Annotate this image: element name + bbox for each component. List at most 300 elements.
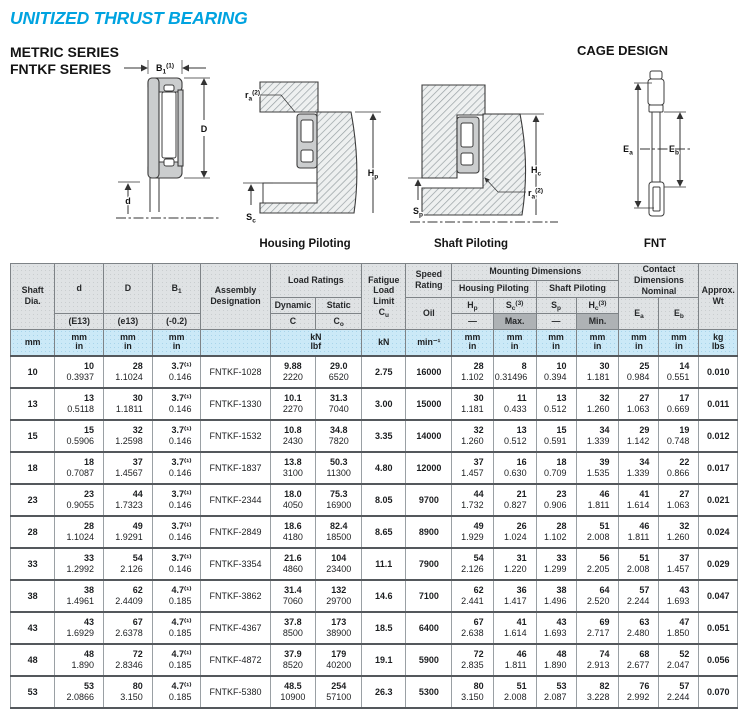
value-bottom: 0.5118 <box>67 403 95 414</box>
value-bottom: 0.185 <box>168 595 192 606</box>
cell-d <box>55 644 104 676</box>
value-top: 18.0 <box>284 489 302 500</box>
value-bottom: 1.2992 <box>66 563 95 574</box>
needle-roller <box>162 92 176 158</box>
value-bottom: 1.260 <box>461 435 484 446</box>
cell-D <box>104 452 153 484</box>
cell-sc <box>493 452 536 484</box>
cell-stat <box>316 612 362 644</box>
value-top: 48 <box>84 649 95 660</box>
value-top: 68 <box>639 649 650 660</box>
cell-hc <box>576 388 619 420</box>
tolerance-d: (E13) <box>55 313 104 329</box>
table-row <box>11 420 738 452</box>
cell-b1 <box>152 484 201 516</box>
cell-speed: 12000 <box>406 452 452 484</box>
cell-speed: 14000 <box>406 420 452 452</box>
value-bottom: 1.811 <box>627 531 650 542</box>
value-top: 173 <box>331 617 347 628</box>
value-top: 10 <box>84 361 95 372</box>
value-bottom: 1.693 <box>666 595 690 606</box>
cell-d <box>55 356 104 388</box>
cell-sc <box>493 356 536 388</box>
cell-b1 <box>152 388 201 420</box>
value-top: 19 <box>679 425 690 436</box>
col-header-eb: $E_b$ <box>659 297 699 329</box>
col-header-hc: $H_c^{(3)}$ <box>576 297 619 313</box>
dim-label-b1: $B_1^{(1)}$ <box>155 62 175 76</box>
value-bottom: 0.827 <box>504 499 527 510</box>
value-bottom: 3.150 <box>461 691 484 702</box>
value-top: 11 <box>517 393 527 404</box>
cell-eb <box>659 548 699 580</box>
cell-hc <box>576 420 619 452</box>
unit-shaft: mm <box>11 329 55 356</box>
col-header-sc: $S_c^{(3)}$ <box>493 297 536 313</box>
value-top: 53 <box>84 681 95 692</box>
table-row <box>11 580 738 612</box>
value-bottom: 1.220 <box>504 563 527 574</box>
unit-wt: kg lbs <box>699 329 738 356</box>
cell-hp <box>452 644 493 676</box>
value-bottom: 4860 <box>282 563 303 574</box>
value-top: 4.7⁽¹⁾ <box>171 585 192 596</box>
value-bottom: 0.146 <box>168 467 192 478</box>
cell-D <box>104 356 153 388</box>
value-bottom: 2.441 <box>461 595 484 606</box>
unit-sp: mm in <box>536 329 576 356</box>
value-bottom: 2.992 <box>626 691 650 702</box>
value-top: 41 <box>639 489 650 500</box>
value-top: 22 <box>679 457 690 468</box>
cell-d <box>55 484 104 516</box>
col-header-housing-piloting: Housing Piloting <box>452 280 536 297</box>
table-row <box>11 548 738 580</box>
value-bottom: 2.520 <box>586 595 610 606</box>
value-top: 10.8 <box>284 425 302 436</box>
table-row <box>11 516 738 548</box>
value-top: 29 <box>639 425 650 436</box>
cell-eb <box>659 612 699 644</box>
value-bottom: 0.31496 <box>494 371 528 382</box>
cell-ea <box>619 548 659 580</box>
unit-ea: mm in <box>619 329 659 356</box>
value-bottom: 2.717 <box>586 627 610 638</box>
value-top: 32 <box>679 521 690 532</box>
fnt-caption: FNT <box>643 238 667 250</box>
cell-d <box>55 420 104 452</box>
value-bottom: 3.228 <box>586 691 610 702</box>
value-bottom: 0.394 <box>544 371 567 382</box>
value-bottom: 0.185 <box>168 659 192 670</box>
cell-cu: 2.75 <box>362 356 406 388</box>
value-top: 46 <box>599 489 610 500</box>
value-bottom: 0.551 <box>666 371 690 382</box>
value-top: 104 <box>331 553 347 564</box>
cell-dyn <box>270 516 316 548</box>
hp-dash: — <box>452 313 493 329</box>
value-top: 15 <box>556 425 567 436</box>
cell-dyn <box>270 452 316 484</box>
col-header-d: d <box>55 264 104 314</box>
cell-stat <box>316 676 362 708</box>
value-bottom: 7820 <box>328 435 349 446</box>
value-top: 82.4 <box>329 521 348 532</box>
cell-dyn <box>270 548 316 580</box>
value-bottom: 8500 <box>282 627 303 638</box>
cage-design-heading: CAGE DESIGN <box>577 43 669 58</box>
value-top: 38 <box>556 585 567 596</box>
value-bottom: 2.677 <box>626 659 650 670</box>
cell-desig: FNTKF-5380 <box>201 676 270 708</box>
value-bottom: 1.890 <box>544 659 567 670</box>
col-header-D: D <box>104 264 153 314</box>
cell-desig: FNTKF-2849 <box>201 516 270 548</box>
value-top: 51 <box>639 553 650 564</box>
value-top: 37.8 <box>284 617 302 628</box>
cell-desig: FNTKF-1532 <box>201 420 270 452</box>
cell-sp <box>536 548 576 580</box>
value-top: 62 <box>473 585 484 596</box>
value-top: 3.7⁽¹⁾ <box>171 489 192 500</box>
value-bottom: 2.244 <box>626 595 650 606</box>
value-top: 57 <box>639 585 650 596</box>
cell-eb <box>659 580 699 612</box>
cell-d <box>55 388 104 420</box>
cell-cu: 11.1 <box>362 548 406 580</box>
value-top: 69 <box>599 617 610 628</box>
cell-dyn <box>270 420 316 452</box>
cell-hc <box>576 516 619 548</box>
sp-dash: — <box>536 313 576 329</box>
cell-wt: 0.047 <box>699 580 738 612</box>
value-bottom: 18500 <box>326 531 352 542</box>
cell-hc <box>576 580 619 612</box>
value-bottom: 1.181 <box>461 403 484 414</box>
tolerance-D: (e13) <box>104 313 153 329</box>
cell-wt: 0.012 <box>699 420 738 452</box>
value-top: 26 <box>516 521 527 532</box>
table-row <box>11 388 738 420</box>
value-top: 37 <box>679 553 690 564</box>
value-top: 50.3 <box>329 457 348 468</box>
value-bottom: 0.9055 <box>66 499 95 510</box>
value-top: 49 <box>132 521 143 532</box>
col-header-c: C <box>270 313 316 329</box>
col-header-assembly: Assembly Designation <box>201 264 270 330</box>
value-bottom: 2.047 <box>666 659 690 670</box>
bearing-cup <box>148 78 183 212</box>
value-bottom: 1.9291 <box>115 531 143 542</box>
cell-sc <box>493 676 536 708</box>
dim-label-sc: $S_c$ <box>246 212 256 225</box>
value-bottom: 2220 <box>282 371 303 382</box>
cell-stat <box>316 388 362 420</box>
value-bottom: 1.417 <box>504 595 527 606</box>
value-bottom: 1.063 <box>666 499 690 510</box>
dim-label-ea: $E_a$ <box>623 144 633 157</box>
dim-label-sp: $S_p$ <box>413 206 423 219</box>
value-top: 41 <box>516 617 527 628</box>
value-top: 39 <box>599 457 610 468</box>
cell-desig: FNTKF-4367 <box>201 612 270 644</box>
dimension-b1 <box>124 60 206 76</box>
cell-sp <box>536 676 576 708</box>
cell-dyn <box>270 676 316 708</box>
value-bottom: 1.811 <box>504 659 527 670</box>
value-bottom: 1.024 <box>504 531 527 542</box>
value-bottom: 0.5906 <box>66 435 95 446</box>
value-top: 72 <box>132 649 143 660</box>
value-top: 25 <box>639 361 650 372</box>
dimension-eb <box>664 112 686 187</box>
series-line-metric: METRIC SERIES <box>10 44 119 60</box>
cell-hc <box>576 548 619 580</box>
housing-piloting-caption: Housing Piloting <box>259 238 351 250</box>
value-bottom: 2.205 <box>586 563 610 574</box>
cell-speed: 16000 <box>406 356 452 388</box>
value-bottom: 2.4409 <box>115 595 143 606</box>
value-top: 34 <box>599 425 610 436</box>
cell-d <box>55 580 104 612</box>
value-bottom: 38900 <box>326 627 352 638</box>
col-header-mounting: Mounting Dimensions <box>452 264 619 281</box>
shaft-piloting-caption: Shaft Piloting <box>433 238 509 250</box>
cell-ea <box>619 388 659 420</box>
value-bottom: 0.185 <box>168 691 192 702</box>
value-top: 67 <box>132 617 143 628</box>
value-top: 43 <box>556 617 567 628</box>
value-bottom: 2.008 <box>626 563 650 574</box>
cell-b1 <box>152 580 201 612</box>
page-title: UNITIZED THRUST BEARING <box>10 8 248 28</box>
value-bottom: 1.1024 <box>115 371 143 382</box>
value-top: 48 <box>556 649 567 660</box>
value-bottom: 2.087 <box>544 691 567 702</box>
cell-shaft: 53 <box>11 676 55 708</box>
value-bottom: 2.6378 <box>115 627 143 638</box>
cell-hc <box>576 612 619 644</box>
value-bottom: 1.260 <box>666 531 690 542</box>
value-top: 46 <box>639 521 650 532</box>
value-top: 28 <box>132 361 143 372</box>
cell-speed: 15000 <box>406 388 452 420</box>
value-top: 33 <box>84 553 95 564</box>
cell-dyn <box>270 644 316 676</box>
dimension-hp <box>355 112 381 213</box>
value-top: 23 <box>556 489 567 500</box>
value-top: 32 <box>473 425 484 436</box>
value-top: 31.3 <box>329 393 348 404</box>
col-header-load-ratings: Load Ratings <box>270 264 362 298</box>
cell-d <box>55 452 104 484</box>
cell-d <box>55 548 104 580</box>
cell-sp <box>536 612 576 644</box>
table-row <box>11 612 738 644</box>
value-top: 3.7⁽¹⁾ <box>171 553 192 564</box>
cell-sc <box>493 484 536 516</box>
cell-hp <box>452 516 493 548</box>
value-top: 75.3 <box>329 489 348 500</box>
value-top: 27 <box>679 489 690 500</box>
unit-D: mm in <box>104 329 153 356</box>
value-top: 8 <box>521 361 527 372</box>
unit-fatigue: kN <box>362 329 406 356</box>
value-top: 3.7⁽¹⁾ <box>171 521 192 532</box>
cell-D <box>104 420 153 452</box>
value-top: 17 <box>679 393 690 404</box>
cell-sc <box>493 580 536 612</box>
value-top: 34 <box>639 457 650 468</box>
cell-b1 <box>152 452 201 484</box>
value-top: 10.1 <box>284 393 302 404</box>
cell-sc <box>493 388 536 420</box>
cell-sc <box>493 548 536 580</box>
value-top: 13 <box>84 393 95 404</box>
cell-desig: FNTKF-4872 <box>201 644 270 676</box>
cell-hp <box>452 580 493 612</box>
bearing-table <box>10 263 738 709</box>
col-header-contact: Contact Dimensions Nominal <box>619 264 699 298</box>
value-top: 57 <box>679 681 690 692</box>
value-top: 64 <box>599 585 610 596</box>
value-bottom: 0.748 <box>666 435 690 446</box>
value-top: 36 <box>516 585 527 596</box>
value-top: 82 <box>599 681 610 692</box>
cell-stat <box>316 452 362 484</box>
cell-sp <box>536 484 576 516</box>
cell-hp <box>452 388 493 420</box>
cell-b1 <box>152 356 201 388</box>
value-bottom: 0.906 <box>544 499 567 510</box>
value-bottom: 2.008 <box>504 691 527 702</box>
cage-fnt-diagram <box>598 62 743 224</box>
value-top: 37 <box>132 457 143 468</box>
bearing-section <box>297 114 317 168</box>
value-bottom: 4050 <box>282 499 303 510</box>
cell-hp <box>452 612 493 644</box>
cell-stat <box>316 356 362 388</box>
dim-label-ra: $r_a^{(2)}$ <box>245 89 261 103</box>
value-top: 3.7⁽¹⁾ <box>171 393 192 404</box>
value-top: 51 <box>599 521 610 532</box>
cell-eb <box>659 516 699 548</box>
value-bottom: 1.339 <box>586 435 610 446</box>
value-bottom: 1.1024 <box>66 531 95 542</box>
cell-eb <box>659 676 699 708</box>
value-bottom: 1.6929 <box>66 627 95 638</box>
table-row <box>11 356 738 388</box>
value-bottom: 3.150 <box>120 691 143 702</box>
value-top: 16 <box>516 457 527 468</box>
dim-label-hp: $H_p$ <box>367 168 379 181</box>
value-top: 30 <box>473 393 484 404</box>
value-top: 37.9 <box>284 649 302 660</box>
cell-shaft: 23 <box>11 484 55 516</box>
value-top: 30 <box>599 361 610 372</box>
value-top: 13 <box>516 425 527 436</box>
value-top: 10 <box>556 361 567 372</box>
cell-desig: FNTKF-3862 <box>201 580 270 612</box>
value-bottom: 2.126 <box>120 563 143 574</box>
unit-eb: mm in <box>659 329 699 356</box>
value-bottom: 0.433 <box>504 403 527 414</box>
cell-wt: 0.056 <box>699 644 738 676</box>
value-top: 54 <box>473 553 484 564</box>
value-bottom: 4180 <box>282 531 303 542</box>
value-bottom: 1.102 <box>461 371 484 382</box>
cell-shaft: 18 <box>11 452 55 484</box>
value-bottom: 1.693 <box>544 627 567 638</box>
value-bottom: 6520 <box>328 371 349 382</box>
cell-hc <box>576 644 619 676</box>
value-bottom: 0.185 <box>168 627 192 638</box>
value-top: 21.6 <box>284 553 302 564</box>
value-bottom: 2270 <box>282 403 303 414</box>
value-bottom: 16900 <box>326 499 352 510</box>
value-bottom: 40200 <box>326 659 352 670</box>
col-header-speed: Speed Rating <box>406 264 452 298</box>
cell-stat <box>316 420 362 452</box>
value-bottom: 1.811 <box>587 499 610 510</box>
cell-sp <box>536 644 576 676</box>
cell-cu: 3.35 <box>362 420 406 452</box>
value-bottom: 7060 <box>282 595 303 606</box>
unit-hp: mm in <box>452 329 493 356</box>
col-header-shaft-piloting: Shaft Piloting <box>536 280 619 297</box>
cell-eb <box>659 420 699 452</box>
value-top: 72 <box>473 649 484 660</box>
value-bottom: 0.591 <box>544 435 567 446</box>
value-bottom: 2.0866 <box>66 691 95 702</box>
cell-D <box>104 516 153 548</box>
cell-speed: 7100 <box>406 580 452 612</box>
unit-sc: mm in <box>493 329 536 356</box>
col-header-weight: Approx. Wt <box>699 264 738 330</box>
value-bottom: 0.146 <box>168 499 192 510</box>
cell-cu: 4.80 <box>362 452 406 484</box>
cell-wt: 0.010 <box>699 356 738 388</box>
tolerance-b1: (-0.2) <box>152 313 201 329</box>
value-bottom: 1.457 <box>666 563 690 574</box>
value-bottom: 1.614 <box>626 499 650 510</box>
cell-ea <box>619 484 659 516</box>
value-bottom: 1.2598 <box>115 435 143 446</box>
cell-ea <box>619 420 659 452</box>
value-bottom: 0.630 <box>504 467 527 478</box>
value-top: 43 <box>679 585 690 596</box>
dim-label-ra: $r_a^{(2)}$ <box>528 187 544 201</box>
hc-min: Min. <box>576 313 619 329</box>
unit-d: mm in <box>55 329 104 356</box>
value-top: 14 <box>679 361 690 372</box>
value-bottom: 0.146 <box>168 403 192 414</box>
cell-wt: 0.024 <box>699 516 738 548</box>
cell-eb <box>659 356 699 388</box>
value-top: 21 <box>516 489 527 500</box>
cell-D <box>104 580 153 612</box>
value-top: 28 <box>473 361 484 372</box>
value-top: 13 <box>556 393 567 404</box>
cell-wt: 0.021 <box>699 484 738 516</box>
value-top: 3.7⁽¹⁾ <box>171 457 192 468</box>
value-bottom: 1.496 <box>544 595 567 606</box>
value-bottom: 0.146 <box>168 371 192 382</box>
series-line-fntkf: FNTKF SERIES <box>10 60 112 77</box>
value-top: 47 <box>679 617 690 628</box>
cell-cu: 8.65 <box>362 516 406 548</box>
cell-cu: 8.05 <box>362 484 406 516</box>
